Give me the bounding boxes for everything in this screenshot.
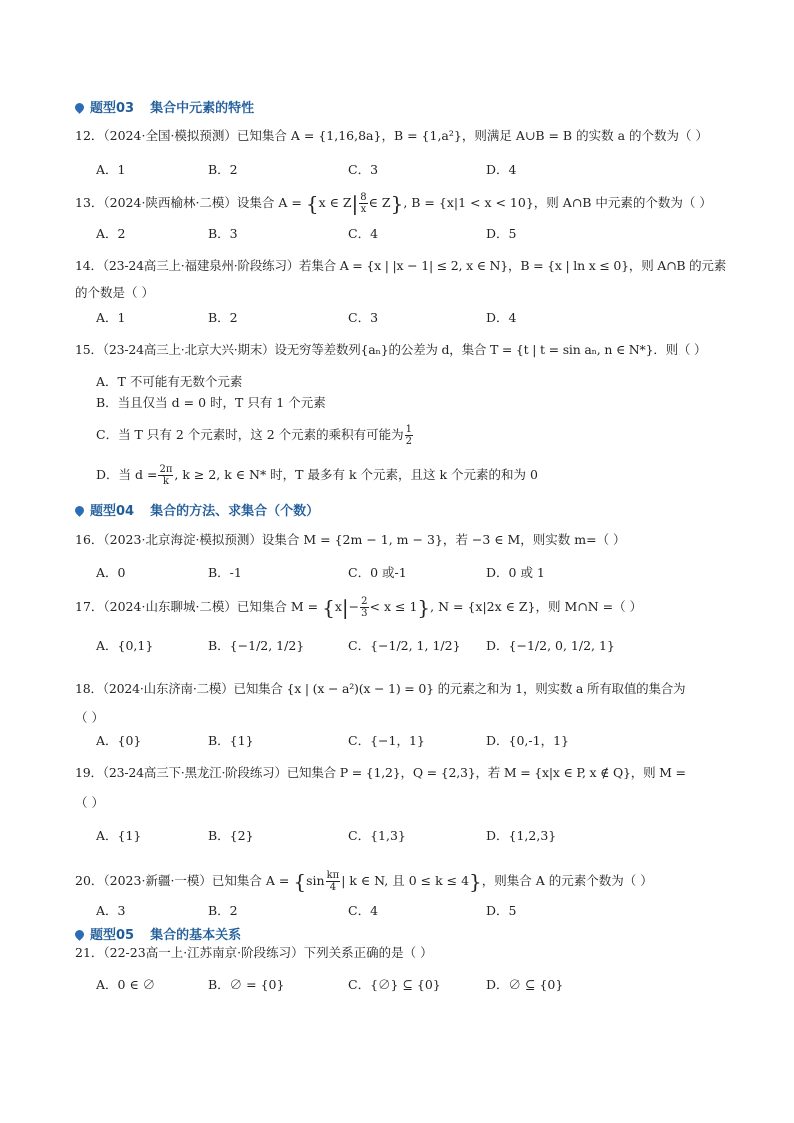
location-pin-icon [73,928,86,941]
q12-option-d: D．4 [486,162,517,177]
q12-option-a: A．1 [96,162,126,177]
question-13-stem: 13．（2024·陕西榆林·二模）设集合 A = {x ∈ Z| $\frac{8}{x}$ ∈ Z}, B = {x|1 < x < 10}，则 A∩B 中元素的个数为（ ） [75,191,712,216]
q14-option-b: B．2 [208,310,238,325]
q15-option-b: B．当且仅当 d = 0 时，T 只有 1 个元素 [96,395,326,410]
section-heading-04 [75,500,319,519]
q17-option-c: C．{−1/2, 1, 1/2} [348,638,461,653]
location-pin-icon [73,101,86,114]
q20-option-b: B．2 [208,903,238,918]
q21-option-a: A．0 ∈ ∅ [96,977,156,992]
q20-option-d: D．5 [486,903,517,918]
q19-option-d: D．{1,2,3} [486,828,557,843]
q15-option-d: D．当 d = $\frac{2\pi}{k}$ , k ≥ 2, k ∈ N* 时，T 最多有 k 个元素，且这 k 个元素的和为 0 [96,464,538,487]
q14-option-a: A．1 [96,310,126,325]
section-heading-05 [75,924,241,943]
question-17-stem: 17．（2024·山东聊城·二模）已知集合 M = {x|− $\frac{2}{3}$ < x ≤ 1}, N = {x|2x ∈ Z}，则 M∩N =（ ） [75,595,643,620]
q13-option-d: D．5 [486,226,517,241]
fraction: $\frac{1}{2}$ [405,424,413,447]
q16-option-a: A．0 [96,565,126,580]
q13-option-c: C．4 [348,226,379,241]
q13-option-b: B．3 [208,226,238,241]
q18-option-a: A．{0} [96,733,142,748]
fraction: $\frac{2\pi}{k}$ [159,464,173,487]
section-label: 题型03 [90,101,135,116]
q17-option-b: B．{−1/2, 1/2} [208,638,305,653]
q17-option-a: A．{0,1} [96,638,154,653]
q19-option-b: B．{2} [208,828,254,843]
fraction: $\frac{8}{x}$ [360,192,367,215]
question-21-stem: 21．（22-23高一上·江苏南京·阶段练习）下列关系正确的是（ ） [75,945,433,960]
q12-option-c: C．3 [348,162,379,177]
question-18-stem-line1: 18．（2024·山东济南·二模）已知集合 {x | (x − a²)(x − 1) = 0} 的元素之和为 1，则实数 a 所有取值的集合为 [75,681,686,696]
q13-option-a: A．2 [96,226,126,241]
q14-option-d: D．4 [486,310,517,325]
question-20-stem: 20．（2023·新疆·一模）已知集合 A = {sin $\frac{k\pi}{4}$ | k ∈ N, 且 0 ≤ k ≤ 4}，则集合 A 的元素个数为（ ） [75,869,653,894]
section-label: 题型04 [90,504,135,519]
q21-option-c: C．{∅} ⊆ {0} [348,977,441,992]
q19-option-c: C．{1,3} [348,828,406,843]
q15-option-c: C．当 T 只有 2 个元素时，这 2 个元素的乘积有可能为 $\frac{1}{2}$ [96,424,413,447]
q20-option-a: A．3 [96,903,126,918]
q14-option-c: C．3 [348,310,379,325]
q16-option-c: C．0 或-1 [348,565,407,580]
question-15-stem: 15．（23-24高三上·北京大兴·期末）设无穷等差数列{aₙ}的公差为 d，集合 T = {t | t = sin aₙ, n ∈ N*}．则（ ） [75,342,707,357]
q18-option-d: D．{0,-1，1} [486,733,569,748]
question-19-stem-line2: （ ） [75,795,104,810]
q18-option-b: B．{1} [208,733,254,748]
q19-option-a: A．{1} [96,828,142,843]
section-title: 集合的基本关系 [150,928,242,943]
q16-option-b: B．-1 [208,565,242,580]
q18-option-c: C．{−1，1} [348,733,425,748]
q21-option-d: D．∅ ⊆ {0} [486,977,564,992]
question-12-stem: 12．（2024·全国·模拟预测）已知集合 A = {1,16,8a}，B = {1,a²}，则满足 A∪B = B 的实数 a 的个数为（ ） [75,128,708,143]
question-16-stem: 16．（2023·北京海淀·模拟预测）设集合 M = {2m − 1, m − 3}，若 −3 ∈ M，则实数 m=（ ） [75,532,626,547]
section-title: 集合的方法、求集合（个数） [150,504,320,519]
question-14-stem-line2: 的个数是（ ） [75,285,154,300]
section-title: 集合中元素的特性 [150,101,255,116]
section-label: 题型05 [90,928,135,943]
q21-option-b: B．∅ = {0} [208,977,285,992]
q20-option-c: C．4 [348,903,379,918]
question-14-stem-line1: 14．（23-24高三上·福建泉州·阶段练习）若集合 A = {x | |x − 1| ≤ 2, x ∈ N}，B = {x | ln x ≤ 0}，则 A∩B 的元素 [75,258,727,273]
q17-option-d: D．{−1/2, 0, 1/2, 1} [486,638,615,653]
q15-option-a: A．T 不可能有无数个元素 [96,374,243,389]
fraction: $\frac{k\pi}{4}$ [326,870,340,893]
q16-option-d: D．0 或 1 [486,565,545,580]
location-pin-icon [73,504,86,517]
question-19-stem-line1: 19．（23-24高三下·黑龙江·阶段练习）已知集合 P = {1,2}，Q = {2,3}，若 M = {x|x ∈ P, x ∉ Q}，则 M = [75,765,686,780]
fraction: $\frac{2}{3}$ [361,596,368,619]
section-heading-03 [75,97,254,116]
q12-option-b: B．2 [208,162,238,177]
question-18-stem-line2: （ ） [75,710,104,725]
